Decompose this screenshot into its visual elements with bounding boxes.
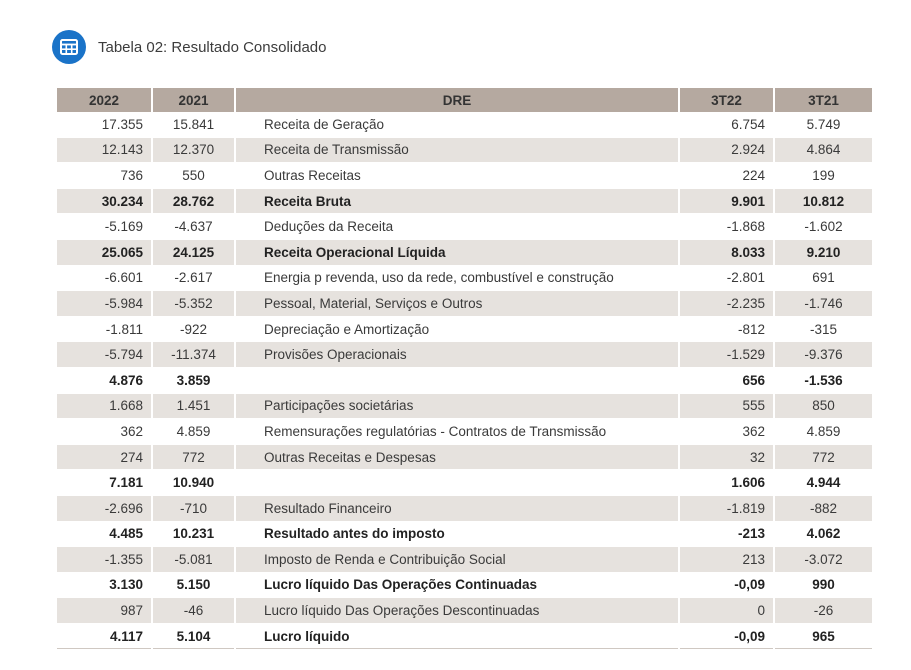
- cell-dre-label: Lucro líquido Das Operações Continuadas: [235, 572, 679, 598]
- cell-3t22: -1.868: [679, 214, 774, 240]
- cell-3t21: -1.746: [774, 291, 872, 317]
- table-grid-icon: [52, 30, 86, 64]
- table-header-row: [57, 88, 872, 112]
- cell-2021: 550: [152, 163, 235, 189]
- cell-3t22: -1.529: [679, 342, 774, 368]
- cell-3t22: -812: [679, 316, 774, 342]
- cell-2021: 5.104: [152, 623, 235, 649]
- cell-3t22: 213: [679, 547, 774, 573]
- cell-2022: -5.984: [57, 291, 152, 317]
- cell-3t21: -9.376: [774, 342, 872, 368]
- cell-3t21: 5.749: [774, 112, 872, 137]
- cell-2021: -4.637: [152, 214, 235, 240]
- cell-dre-label: Receita Bruta: [235, 188, 679, 214]
- cell-2021: -5.081: [152, 547, 235, 573]
- cell-3t22: -0,09: [679, 572, 774, 598]
- cell-2022: -5.169: [57, 214, 152, 240]
- table-row: [57, 547, 872, 573]
- table-row: [57, 112, 872, 137]
- table-row: [57, 495, 872, 521]
- cell-3t21: 4.859: [774, 419, 872, 445]
- cell-dre-label: Provisões Operacionais: [235, 342, 679, 368]
- cell-2021: 12.370: [152, 137, 235, 163]
- cell-2022: 4.485: [57, 521, 152, 547]
- consolidated-results-table: [57, 88, 872, 649]
- column-header-3t22: 3T22: [679, 88, 774, 112]
- cell-3t21: 199: [774, 163, 872, 189]
- cell-2021: 1.451: [152, 393, 235, 419]
- cell-3t22: -1.819: [679, 495, 774, 521]
- cell-2022: 274: [57, 444, 152, 470]
- cell-2021: 772: [152, 444, 235, 470]
- cell-2021: -2.617: [152, 265, 235, 291]
- cell-dre-label: Imposto de Renda e Contribuição Social: [235, 547, 679, 573]
- column-header-3t21: 3T21: [774, 88, 872, 112]
- cell-3t21: -1.536: [774, 367, 872, 393]
- cell-3t21: 965: [774, 623, 872, 649]
- cell-2022: -2.696: [57, 495, 152, 521]
- table-row: [57, 419, 872, 445]
- cell-2022: 4.117: [57, 623, 152, 649]
- cell-2021: 24.125: [152, 239, 235, 265]
- cell-2021: 3.859: [152, 367, 235, 393]
- cell-3t21: 850: [774, 393, 872, 419]
- cell-2022: 987: [57, 598, 152, 624]
- cell-2021: 28.762: [152, 188, 235, 214]
- cell-dre-label: Receita de Geração: [235, 112, 679, 137]
- table-row: [57, 214, 872, 240]
- table-row: [57, 572, 872, 598]
- cell-3t22: 8.033: [679, 239, 774, 265]
- cell-2022: -5.794: [57, 342, 152, 368]
- cell-3t22: 32: [679, 444, 774, 470]
- cell-dre-label: Energia p revenda, uso da rede, combustível e construção: [235, 265, 679, 291]
- column-header-2021: 2021: [152, 88, 235, 112]
- cell-3t22: 0: [679, 598, 774, 624]
- cell-3t22: 555: [679, 393, 774, 419]
- cell-3t22: 6.754: [679, 112, 774, 137]
- cell-dre-label: Remensurações regulatórias - Contratos de Transmissão: [235, 419, 679, 445]
- cell-dre-label: Lucro líquido: [235, 623, 679, 649]
- cell-dre-label: Receita de Transmissão: [235, 137, 679, 163]
- cell-dre-label: Receita Operacional Líquida: [235, 239, 679, 265]
- cell-3t21: -882: [774, 495, 872, 521]
- cell-3t21: 9.210: [774, 239, 872, 265]
- cell-dre-label: [235, 367, 679, 393]
- cell-3t21: 4.062: [774, 521, 872, 547]
- table-row: [57, 265, 872, 291]
- cell-3t22: 1.606: [679, 470, 774, 496]
- cell-2022: 25.065: [57, 239, 152, 265]
- cell-2021: 10.940: [152, 470, 235, 496]
- cell-3t21: 4.944: [774, 470, 872, 496]
- cell-3t22: -2.801: [679, 265, 774, 291]
- cell-3t22: 656: [679, 367, 774, 393]
- table-row: [57, 239, 872, 265]
- cell-2021: -922: [152, 316, 235, 342]
- table-row: [57, 291, 872, 317]
- table-row: [57, 316, 872, 342]
- table-row: [57, 598, 872, 624]
- cell-2021: -5.352: [152, 291, 235, 317]
- cell-3t22: 224: [679, 163, 774, 189]
- cell-3t22: -2.235: [679, 291, 774, 317]
- cell-3t21: -315: [774, 316, 872, 342]
- cell-2021: 10.231: [152, 521, 235, 547]
- cell-3t22: -213: [679, 521, 774, 547]
- cell-dre-label: Outras Receitas e Despesas: [235, 444, 679, 470]
- cell-3t21: 990: [774, 572, 872, 598]
- table-row: [57, 137, 872, 163]
- cell-2022: -6.601: [57, 265, 152, 291]
- cell-2021: -11.374: [152, 342, 235, 368]
- cell-3t21: 4.864: [774, 137, 872, 163]
- cell-3t21: 10.812: [774, 188, 872, 214]
- cell-2022: -1.355: [57, 547, 152, 573]
- cell-dre-label: Pessoal, Material, Serviços e Outros: [235, 291, 679, 317]
- cell-3t21: -26: [774, 598, 872, 624]
- cell-3t22: -0,09: [679, 623, 774, 649]
- cell-2022: 1.668: [57, 393, 152, 419]
- table-header: [52, 30, 327, 64]
- cell-3t21: 691: [774, 265, 872, 291]
- cell-dre-label: Resultado Financeiro: [235, 495, 679, 521]
- table-row: [57, 444, 872, 470]
- table-row: [57, 521, 872, 547]
- table-row: [57, 623, 872, 649]
- table-row: [57, 188, 872, 214]
- cell-dre-label: Deduções da Receita: [235, 214, 679, 240]
- cell-dre-label: Lucro líquido Das Operações Descontinuadas: [235, 598, 679, 624]
- cell-2022: 17.355: [57, 112, 152, 137]
- cell-2022: 30.234: [57, 188, 152, 214]
- cell-2021: -710: [152, 495, 235, 521]
- cell-3t21: -1.602: [774, 214, 872, 240]
- cell-2022: 3.130: [57, 572, 152, 598]
- cell-3t21: -3.072: [774, 547, 872, 573]
- cell-2022: 4.876: [57, 367, 152, 393]
- column-header-2022: 2022: [57, 88, 152, 112]
- cell-3t22: 362: [679, 419, 774, 445]
- table-row: [57, 470, 872, 496]
- cell-dre-label: Depreciação e Amortização: [235, 316, 679, 342]
- cell-2021: 5.150: [152, 572, 235, 598]
- cell-2021: 4.859: [152, 419, 235, 445]
- table-row: [57, 367, 872, 393]
- table-row: [57, 393, 872, 419]
- table-row: [57, 342, 872, 368]
- table-row: [57, 163, 872, 189]
- cell-2022: 12.143: [57, 137, 152, 163]
- cell-2022: -1.811: [57, 316, 152, 342]
- cell-dre-label: Participações societárias: [235, 393, 679, 419]
- cell-dre-label: [235, 470, 679, 496]
- cell-dre-label: Resultado antes do imposto: [235, 521, 679, 547]
- cell-2021: -46: [152, 598, 235, 624]
- cell-3t22: 9.901: [679, 188, 774, 214]
- cell-dre-label: Outras Receitas: [235, 163, 679, 189]
- column-header-dre: DRE: [235, 88, 679, 112]
- table-body: [57, 112, 872, 649]
- cell-2022: 736: [57, 163, 152, 189]
- cell-3t21: 772: [774, 444, 872, 470]
- table-title: Tabela 02: Resultado Consolidado: [98, 38, 327, 56]
- cell-2022: 362: [57, 419, 152, 445]
- cell-2022: 7.181: [57, 470, 152, 496]
- cell-2021: 15.841: [152, 112, 235, 137]
- cell-3t22: 2.924: [679, 137, 774, 163]
